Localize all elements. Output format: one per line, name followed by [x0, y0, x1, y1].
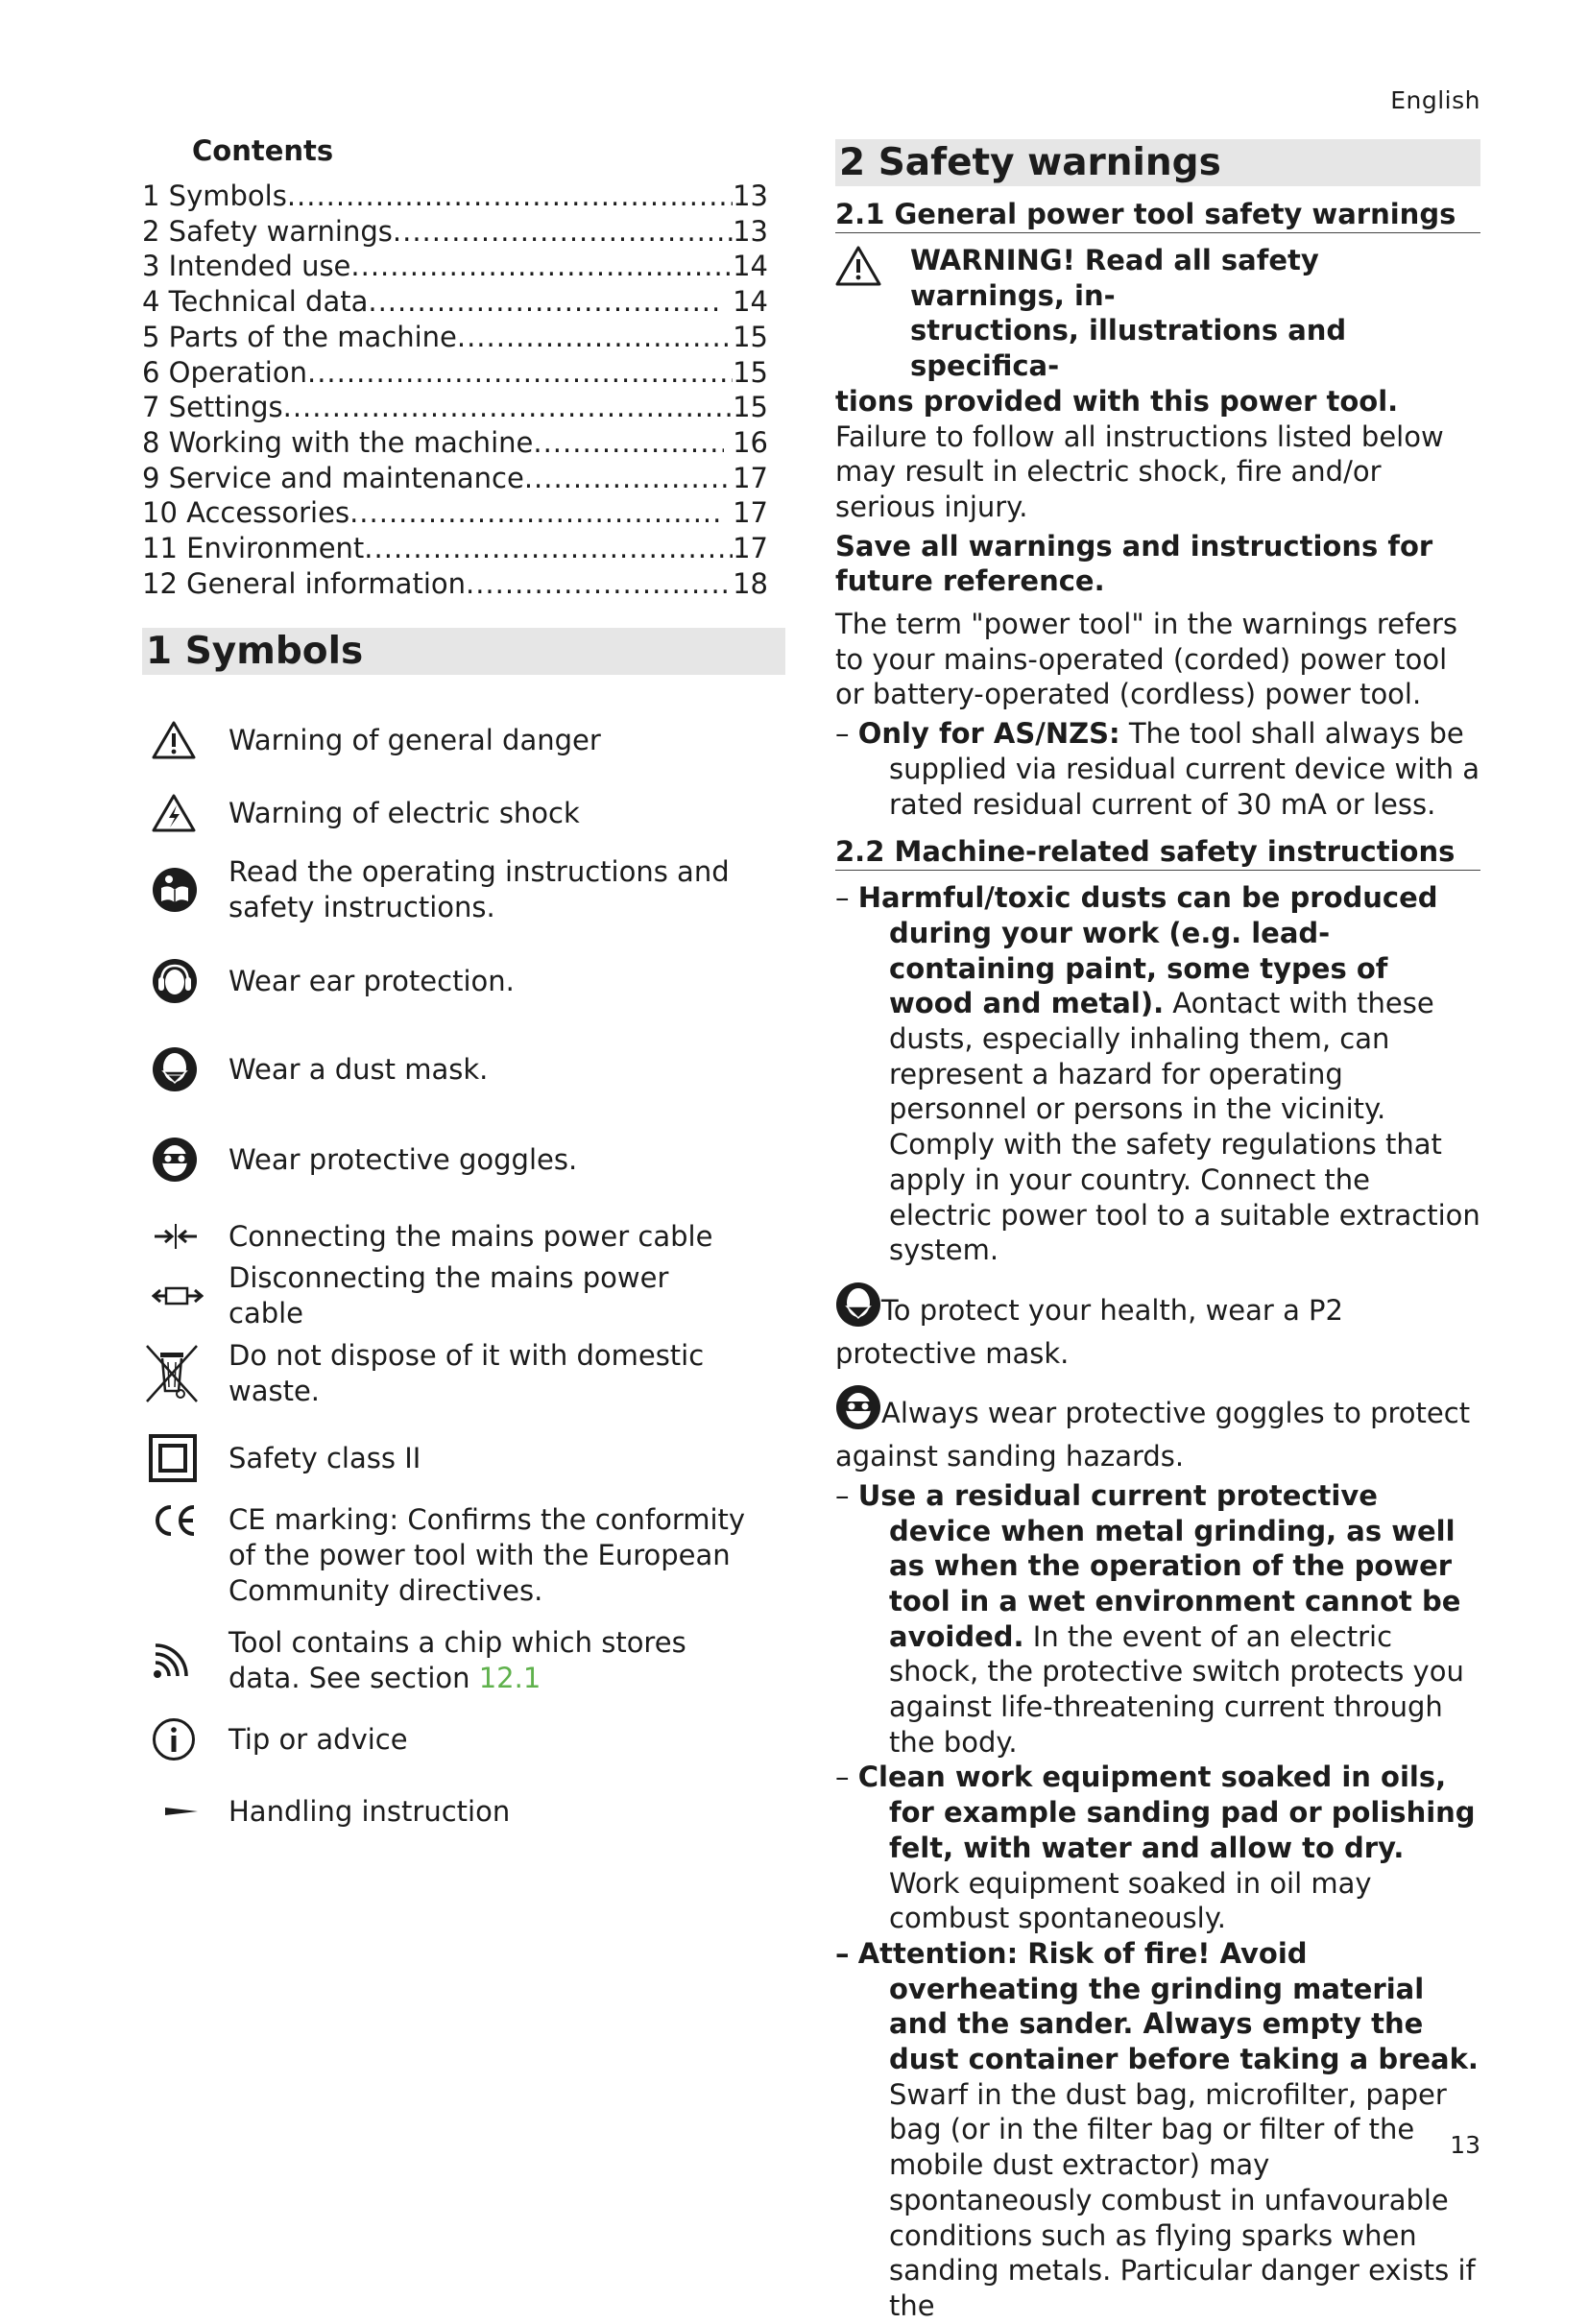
symbol-row [142, 1205, 785, 1268]
warning-triangle-icon [835, 245, 881, 291]
toc-entry-label: 7 Settings [142, 391, 283, 424]
toc-leader-dots [287, 179, 733, 214]
subsection-heading-2-2: 2.2 Machine-related safety instructions [835, 835, 1480, 871]
dust-item: – Harmful/toxic dusts can be produced during your work (e.g. lead-containing paint, some types of wood and metal). Aontact with these dusts, especially inhaling them, can represent a hazard for operating personnel or persons in the vicinity. Comply with the safety regulations that apply in your country. Connect the electric power tool to a suitable extraction system. [835, 881, 1480, 1267]
toc-leader-dots [283, 390, 733, 425]
toc-entry-label: 10 Accessories [142, 496, 350, 530]
toc-leader-dots [457, 320, 733, 355]
toc-entry-label: 12 General information [142, 566, 466, 600]
safety-class-ii-icon [142, 1433, 229, 1483]
toc-entry-label: 3 Intended use [142, 250, 351, 283]
symbol-row [142, 1024, 785, 1114]
symbol-text: Tip or advice [229, 1722, 408, 1756]
symbol-row [142, 938, 785, 1024]
toc-entry-page: 17 [733, 532, 768, 565]
dust-mask-icon [835, 1282, 881, 1336]
table-of-contents [142, 179, 785, 601]
power-tool-term: The term "power tool" in the warnings refers to your mains-operated (corded) power tool or battery-operated (cordless) power tool. [835, 608, 1458, 711]
toc-entry[interactable] [142, 495, 768, 531]
warning-line-1: WARNING! Read all safety warnings, in- [910, 244, 1319, 312]
toc-leader-dots [533, 425, 724, 461]
symbol-text: Wear protective goggles. [229, 1142, 578, 1176]
right-column [835, 139, 1480, 2324]
toc-leader-dots [368, 284, 724, 320]
toc-entry-page: 13 [733, 180, 768, 212]
symbol-text: Do not dispose of it with domestic waste. [229, 1339, 705, 1408]
symbols-heading: 1 Symbols [142, 628, 785, 675]
plug-connect-icon [142, 1221, 229, 1252]
goggles-icon [835, 1384, 881, 1439]
symbol-row [142, 1114, 785, 1205]
goggles-icon [142, 1137, 229, 1183]
section-link[interactable]: 12.1 [478, 1662, 541, 1695]
read-manual-icon [142, 867, 229, 913]
symbol-row [142, 1324, 785, 1424]
symbol-text: Warning of electric shock [229, 796, 580, 829]
toc-entry[interactable] [142, 214, 768, 250]
symbol-text: Warning of general danger [229, 723, 601, 756]
toc-entry-label: 2 Safety warnings [142, 214, 393, 248]
ce-mark-icon [142, 1502, 229, 1537]
dust-mask-icon [142, 1046, 229, 1092]
left-column [142, 134, 785, 1850]
symbol-text: Tool contains a chip which stores data. See section 12.1 [229, 1626, 686, 1695]
warning-paragraph: tions provided with this power tool. Failure to follow all instructions listed below may result in electric shock, fire and/or serious injury. [835, 384, 1444, 523]
symbol-row [142, 1424, 785, 1493]
toc-entry[interactable] [142, 531, 768, 566]
toc-entry[interactable] [142, 461, 768, 496]
symbol-row [142, 1706, 785, 1773]
toc-entry[interactable] [142, 390, 768, 425]
page-number: 13 [1450, 2131, 1480, 2159]
toc-entry[interactable] [142, 179, 768, 214]
warning-line-2: structions, illustrations and specifica- [910, 314, 1347, 383]
oil-item: – Clean work equipment soaked in oils, for example sanding pad or polishing felt, with water and allow to dry. Work equipment soaked in oil may combust spontaneously. [835, 1761, 1476, 1935]
toc-entry-page: 14 [723, 285, 768, 319]
toc-entry-page: 13 [733, 214, 768, 248]
toc-leader-dots [393, 214, 733, 250]
symbol-text: CE marking: Confirms the conformity of the power tool with the European Community directives. [229, 1503, 746, 1608]
toc-leader-dots [349, 495, 724, 531]
symbol-text: Connecting the mains power cable [229, 1219, 713, 1253]
symbols-list [142, 696, 785, 1850]
toc-entry-page: 15 [733, 355, 768, 389]
symbol-text: Safety class II [229, 1441, 421, 1474]
toc-leader-dots [350, 249, 733, 284]
toc-entry-page: 14 [733, 250, 768, 283]
symbol-text: Wear ear protection. [229, 964, 515, 997]
symbol-row [142, 842, 785, 938]
subsection-heading-2-1: 2.1 General power tool safety warnings [835, 198, 1480, 233]
fire-item: – Attention: Risk of fire! Avoid overheating the grinding material and the sander. Always empty the dust container before taking a break. Swarf in the dust bag, microfilter, paper bag (or in the filter bag or filter of the mobile dust extractor) may spontaneously combust in unfavourable conditions such as flying sparks when sanding metals. Particular danger exists if the [835, 1936, 1479, 2322]
handling-arrow-icon [142, 1805, 229, 1818]
toc-entry-label: 9 Service and maintenance [142, 461, 524, 494]
symbol-row [142, 1493, 785, 1616]
save-instructions: Save all warnings and instructions for future reference. [835, 529, 1433, 598]
toc-entry-page: 17 [733, 461, 768, 494]
symbol-row [142, 696, 785, 784]
general-warning-block [835, 243, 1480, 525]
goggles-note: Always wear protective goggles to protect against sanding hazards. [835, 1384, 1480, 1473]
mask-note: To protect your health, wear a P2 protective mask. [835, 1282, 1480, 1371]
toc-entry[interactable] [142, 355, 768, 391]
toc-entry-label: 5 Parts of the machine [142, 320, 457, 353]
toc-entry[interactable] [142, 566, 768, 602]
toc-leader-dots [307, 355, 733, 391]
toc-entry-label: 6 Operation [142, 355, 307, 389]
toc-entry-label: 8 Working with the machine [142, 425, 534, 459]
symbol-text: Disconnecting the mains power cable [229, 1261, 669, 1330]
toc-entry[interactable] [142, 425, 768, 461]
electric-shock-icon [142, 793, 229, 833]
ear-protection-icon [142, 958, 229, 1004]
contents-title: Contents [192, 134, 334, 167]
toc-leader-dots [466, 566, 733, 602]
toc-entry-page: 15 [733, 320, 768, 353]
toc-entry-page: 17 [723, 496, 768, 530]
toc-entry-page: 18 [733, 566, 768, 600]
symbol-row [142, 1773, 785, 1850]
weee-bin-icon [142, 1343, 229, 1404]
safety-heading: 2 Safety warnings [835, 139, 1480, 186]
toc-leader-dots [524, 461, 733, 496]
symbol-row [142, 1261, 785, 1330]
symbol-text: Handling instruction [229, 1794, 511, 1828]
warning-triangle-icon [142, 720, 229, 760]
info-icon [142, 1717, 229, 1761]
symbol-row [142, 784, 785, 842]
symbol-row [142, 1616, 785, 1706]
toc-leader-dots [364, 531, 733, 566]
symbol-text: Read the operating instructions and safety instructions. [229, 855, 730, 924]
toc-entry-page: 15 [733, 391, 768, 424]
chip-signal-icon [142, 1641, 229, 1680]
asnzs-item: – Only for AS/NZS: The tool shall always be supplied via residual current device with a rated residual current of 30 mA or less. [835, 717, 1480, 821]
toc-entry-page: 16 [723, 425, 768, 459]
toc-entry-label: 11 Environment [142, 532, 365, 565]
toc-entry-label: 4 Technical data [142, 285, 369, 319]
toc-entry[interactable] [142, 284, 768, 320]
toc-entry[interactable] [142, 249, 768, 284]
toc-entry[interactable] [142, 320, 768, 355]
plug-disconnect-icon [142, 1281, 229, 1311]
symbol-text: Wear a dust mask. [229, 1052, 489, 1086]
toc-entry-label: 1 Symbols [142, 180, 287, 212]
language-label: English [1390, 86, 1480, 114]
rcd-item: – Use a residual current protective device when metal grinding, as well as when the operation of the power tool in a wet environment cannot be avoided. In the event of an electric shock, the protective switch protects you against life-threatening current through the body. [835, 1478, 1464, 1759]
